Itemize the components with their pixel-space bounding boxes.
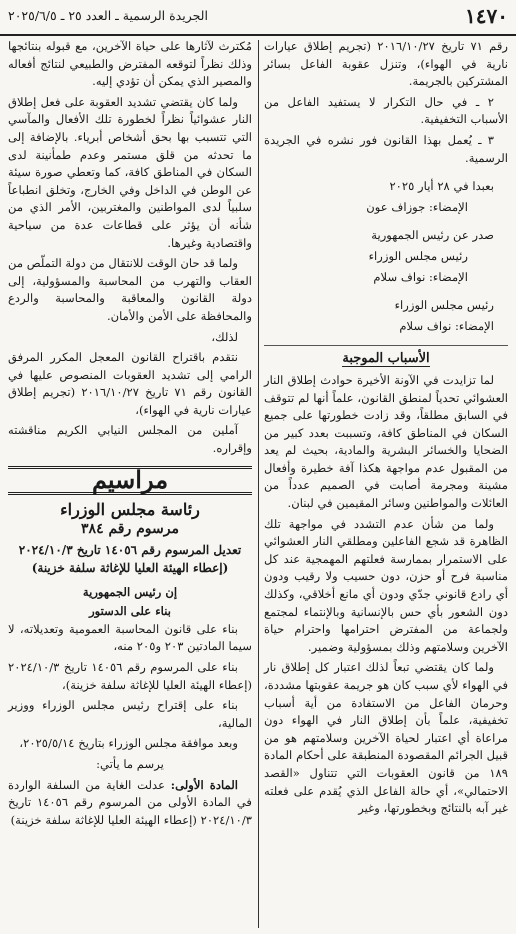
- reasons-paragraph: مُكترث لآثارها على حياة الآخرين، مع قبوله بنتائجها وذلك نظراً لتوقعه المفترض والطبيعي لنتائج أفعاله والمصير الذي يمكن أن تؤدي إليه.: [8, 39, 252, 89]
- therefore-text: لذلك،: [211, 329, 238, 344]
- decree-title: تعديل المرسوم رقم ١٤٠٥٦ تاريخ ٢٠٢٤/١٠/٣: [18, 543, 242, 558]
- proposal-text: نتقدم باقتراح القانون المعجل المكرر المرفق الرامي إلى تشديد العقوبات المنصوص عليها في القانون رقم ٧١ تاريخ ٢٠١٦/١٠/٢٧ (تجريم إطلاق عيارات نارية في الهواء)،: [8, 350, 252, 417]
- basis-paragraph: بناء على إقتراح رئيس مجلس الوزراء ووزير المالية،: [8, 698, 252, 730]
- article-1-label: المادة الأولى:: [170, 777, 239, 792]
- reasons-paragraph: لما تزايدت في الآونة الأخيرة حوادث إطلاق النار العشوائي تحدياً لمنطق القانون، علماً أنها لم تتوقف في السابق مطلقاً، وقد زادت خطورتها على جميع السكان في المناطق كافة، وتسببت بعدد كبير من الضحايا والخسائر البشرية والمادية، بحيث لم يعد من المقبول عدم مواجهة هكذا آفة خطيرة وأفعال مشينة ومجرمة أصابت في الصميم عدداً من العائلات والمواطنين وسائر المقيمين في لبنان.: [264, 372, 508, 511]
- left-column: [8, 38, 252, 930]
- page-header: [0, 0, 516, 36]
- pm-title: رئيس مجلس الوزراء: [368, 248, 468, 263]
- signing-date: بعبدا في ٢٨ أيار ٢٠٢٥: [389, 179, 494, 194]
- basis-paragraph: وبعد موافقة مجلس الوزراء بتاريخ ٢٠٢٥/٥/١٤،: [19, 736, 238, 751]
- decrees-line: يرسم ما يأتي:: [96, 756, 164, 771]
- reasons-paragraph: ولما قد حان الوقت للانتقال من دولة التملّص من العقاب والتهرب من المحاسبة والمسؤولية، إلى دولة القانون والمعاقبة والمحاسبة والردع والمحافظة على الأمن والأمان.: [8, 256, 252, 323]
- right-column: [264, 38, 508, 930]
- decrees-banner: مراسيم: [8, 466, 252, 496]
- reasons-paragraph: ولما كان يقتضي تبعاً لذلك اعتبار كل إطلاق نار في الهواء لأي سبب كان هو جريمة عقوبتها مشددة، وحرمان الفاعل من الاستفادة من أية أسباب تخفيفية، علماً بأن إطلاق النار في الهواء دون مراعاة أي اعتبار لحياة الآخرين وسلامتهم هو من قبيل الجرائم المقصودة المنطبقة على أحكام المادة ١٨٩ من قانون العقوبات التي تتناول «القصد الاحتمالي»، أي حالة الفاعل الذي يُقدم على فعلته غير آبه بالنتائج وبخطورتها، وغير: [264, 660, 508, 816]
- issued-by: صدر عن رئيس الجمهورية: [371, 228, 494, 243]
- basis-paragraph: بناء على المرسوم رقم ١٤٠٥٦ تاريخ ٢٠٢٤/١٠/٣ (إعطاء الهيئة العليا للإغاثة سلفة خزينة)،: [8, 660, 252, 692]
- page-number: ١٤٧٠: [465, 4, 508, 28]
- journal-info: الجريدة الرسمية ـ العدد ٢٥ ـ ٢٠٢٥/٦/٥: [8, 8, 208, 23]
- pm-signature: الإمضاء: نواف سلام: [399, 318, 494, 333]
- law-paragraph: رقم ٧١ تاريخ ٢٠١٦/١٠/٢٧ (تجريم إطلاق عيارات نارية في الهواء)، وتنزل عقوبة الفاعل بسائر المشتركين بالجريمة.: [264, 39, 508, 89]
- president-signature: الإمضاء: جوزاف عون: [366, 199, 468, 214]
- reasons-paragraph: ولما كان يقتضي تشديد العقوبة على فعل إطلاق النار عشوائياً نظراً لخطورة تلك الأفعال والمآسي التي تتسبب بها بحق أشخاص أبرياء. بالإضافة إلى ما تحدثه من قلق مستمر وعدم طمأنينة لدى السكان في المناطق كافة، كما وتعطي صورة سيئة عن الوطن في الداخل وفي الخارج، وتخلق انطباعاً سلبياً لدى المواطنين والمغتربين، الأمر الذي من شأنه أن يؤثر على قطاعات عدة من سياحية واقتصادية وغيرها.: [8, 94, 252, 250]
- pm-title: رئيس مجلس الوزراء: [394, 298, 494, 313]
- article-1-text: عدلت الغاية من السلفة الواردة في المادة الأولى من المرسوم رقم ١٤٠٥٦ تاريخ ٢٠٢٤/١٠/٣ (إعطاء الهيئة العليا للإغاثة سلفة خزينة): [8, 777, 252, 827]
- law-article-3: ٣ ـ يُعمل بهذا القانون فور نشره في الجريدة الرسمية.: [264, 132, 508, 165]
- basis-paragraph: بناء على قانون المحاسبة العمومية وتعديلاته، لا سيما المادتين ٢٠٣ و٢٠٥ منه،: [8, 621, 252, 654]
- article-1: [8, 777, 252, 830]
- president-heading: إن رئيس الجمهورية: [82, 584, 178, 599]
- decree-number: مرسوم رقم ٣٨٤: [81, 520, 179, 537]
- decree-subtitle: (إعطاء الهيئة العليا للإغاثة سلفة خزينة): [31, 561, 229, 576]
- reasons-paragraph: ولما من شأن عدم التشدد في مواجهة تلك الظاهرة قد شجع الفاعلين ومطلقي النار العشوائي على الاستمرار بممارسة فعلتهم المهمجية عند كل مناسبة فرح أو حزن، دون حسيب ولا رقيب ودون أي رادع قانوني جدّي ودون أي مانع أخلاقي، وكذلك دون الشعور بأي حس بالإنسانية وبالإنتماء لمجتمع ولجماعة من المفترض احترامها واحترام حياة الآخرين وسلامتهم وذلك بمسؤولية وضمير.: [264, 516, 508, 654]
- law-article-2: ٢ ـ في حال التكرار لا يستفيد الفاعل من الأسباب التخفيفية.: [264, 94, 508, 127]
- constitution-heading: بناء على الدستور: [89, 604, 171, 619]
- pm-signature: الإمضاء: نواف سلام: [373, 269, 468, 284]
- authority-heading: رئاسة مجلس الوزراء: [60, 500, 200, 520]
- closing-text: آملين من المجلس النيابي الكريم مناقشته وإقراره.: [8, 423, 252, 456]
- column-divider: [258, 40, 259, 928]
- reasons-title: الأسباب الموجبة: [264, 345, 508, 368]
